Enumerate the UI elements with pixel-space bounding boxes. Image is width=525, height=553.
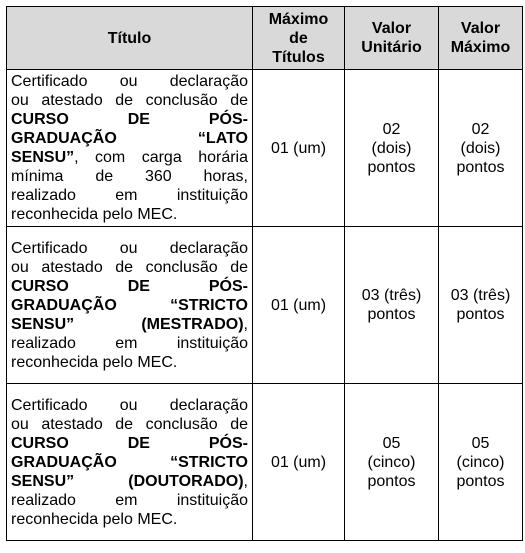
description-line xyxy=(11,453,248,472)
description-line xyxy=(11,434,248,453)
description-line xyxy=(11,258,248,277)
description-bold-text: GRADUAÇÃO “STRICTO xyxy=(11,453,248,471)
title-description-cell xyxy=(7,70,253,227)
titles-table xyxy=(6,6,523,541)
value-line: 05 xyxy=(471,434,490,452)
description-line xyxy=(11,277,248,296)
valor-maximo-cell xyxy=(439,70,523,227)
header-valor-unitario: Valor Unitário xyxy=(345,7,439,70)
description-line xyxy=(11,239,248,258)
description-bold-text: GRADUAÇÃO “LATO xyxy=(11,130,248,147)
value-line: (cinco) xyxy=(367,453,416,471)
value-line: (dois) xyxy=(371,139,412,157)
description-text: ou atestado de conclusão de xyxy=(11,92,248,109)
header-titulo: Título xyxy=(7,7,253,70)
description-text: reconhecida pelo MEC. xyxy=(11,353,178,371)
description-bold-text: CURSO DE PÓS- xyxy=(11,434,248,452)
header-valor-maximo: Valor Máximo xyxy=(439,7,523,70)
description-text: Certificado ou declaração xyxy=(11,396,248,414)
valor-maximo-cell xyxy=(439,384,523,541)
maximo-titulos-cell: 01 (um) xyxy=(253,384,345,541)
description-text: , xyxy=(243,315,248,333)
description-line xyxy=(11,396,248,415)
description-line xyxy=(11,72,248,91)
value-line: 03 (três) xyxy=(361,287,422,304)
title-description-cell xyxy=(7,384,253,541)
value-line: (dois) xyxy=(460,139,501,157)
description-bold-text: CURSO DE PÓS- xyxy=(11,277,248,295)
description-line xyxy=(11,205,248,224)
value-line: 02 xyxy=(382,120,401,138)
maximo-titulos-cell: 01 (um) xyxy=(253,227,345,384)
table-row xyxy=(7,384,523,541)
description-bold-text: SENSU” (MESTRADO) xyxy=(11,315,244,333)
description-text: Certificado ou declaração xyxy=(11,239,248,257)
value-line: pontos xyxy=(367,158,416,176)
maximo-titulos-cell: 01 (um) xyxy=(253,70,345,227)
description-text: , xyxy=(243,472,248,490)
title-description-cell xyxy=(7,227,253,384)
valor-unitario-cell xyxy=(345,70,439,227)
value-line: pontos xyxy=(456,158,505,176)
table-row xyxy=(7,70,523,227)
value-line: pontos xyxy=(367,306,416,323)
value-line: pontos xyxy=(456,306,505,323)
description-line xyxy=(11,315,248,334)
value-line: pontos xyxy=(456,472,505,490)
valor-unitario-cell xyxy=(345,384,439,541)
description-bold-text: SENSU” xyxy=(11,149,75,166)
description-bold-text: GRADUAÇÃO “STRICTO xyxy=(11,296,248,314)
description-line xyxy=(11,148,248,167)
description-text: Certificado ou declaração xyxy=(11,73,248,90)
value-line: pontos xyxy=(367,472,416,490)
header-row xyxy=(7,7,523,70)
description-text: realizado em instituição xyxy=(11,334,248,352)
value-line: 03 (três) xyxy=(450,287,511,304)
value-line: 02 xyxy=(471,120,490,138)
description-bold-text: SENSU” (DOUTORADO) xyxy=(11,472,244,490)
description-text: realizado em instituição xyxy=(11,187,248,204)
description-line xyxy=(11,186,248,205)
description-line xyxy=(11,91,248,110)
description-line xyxy=(11,296,248,315)
header-maximo-de-titulos: Máximo de Títulos xyxy=(253,7,345,70)
description-text: ou atestado de conclusão de xyxy=(11,415,248,433)
description-line xyxy=(11,129,248,148)
value-line: 05 xyxy=(382,434,401,452)
description-text: reconhecida pelo MEC. xyxy=(11,206,178,223)
description-line xyxy=(11,167,248,186)
description-text: mínima de 360 horas, xyxy=(11,168,248,185)
description-line xyxy=(11,415,248,434)
table-row xyxy=(7,227,523,384)
valor-unitario-cell xyxy=(345,227,439,384)
description-line xyxy=(11,110,248,129)
description-line xyxy=(11,353,248,372)
description-text: , com carga horária xyxy=(74,149,248,166)
description-text: realizado em instituição xyxy=(11,491,248,509)
description-text: reconhecida pelo MEC. xyxy=(11,510,178,528)
description-bold-text: CURSO DE PÓS- xyxy=(11,111,248,128)
description-line xyxy=(11,334,248,353)
valor-maximo-cell xyxy=(439,227,523,384)
description-line xyxy=(11,491,248,510)
value-line: (cinco) xyxy=(456,453,505,471)
description-line xyxy=(11,510,248,529)
description-line xyxy=(11,472,248,491)
description-text: ou atestado de conclusão de xyxy=(11,258,248,276)
